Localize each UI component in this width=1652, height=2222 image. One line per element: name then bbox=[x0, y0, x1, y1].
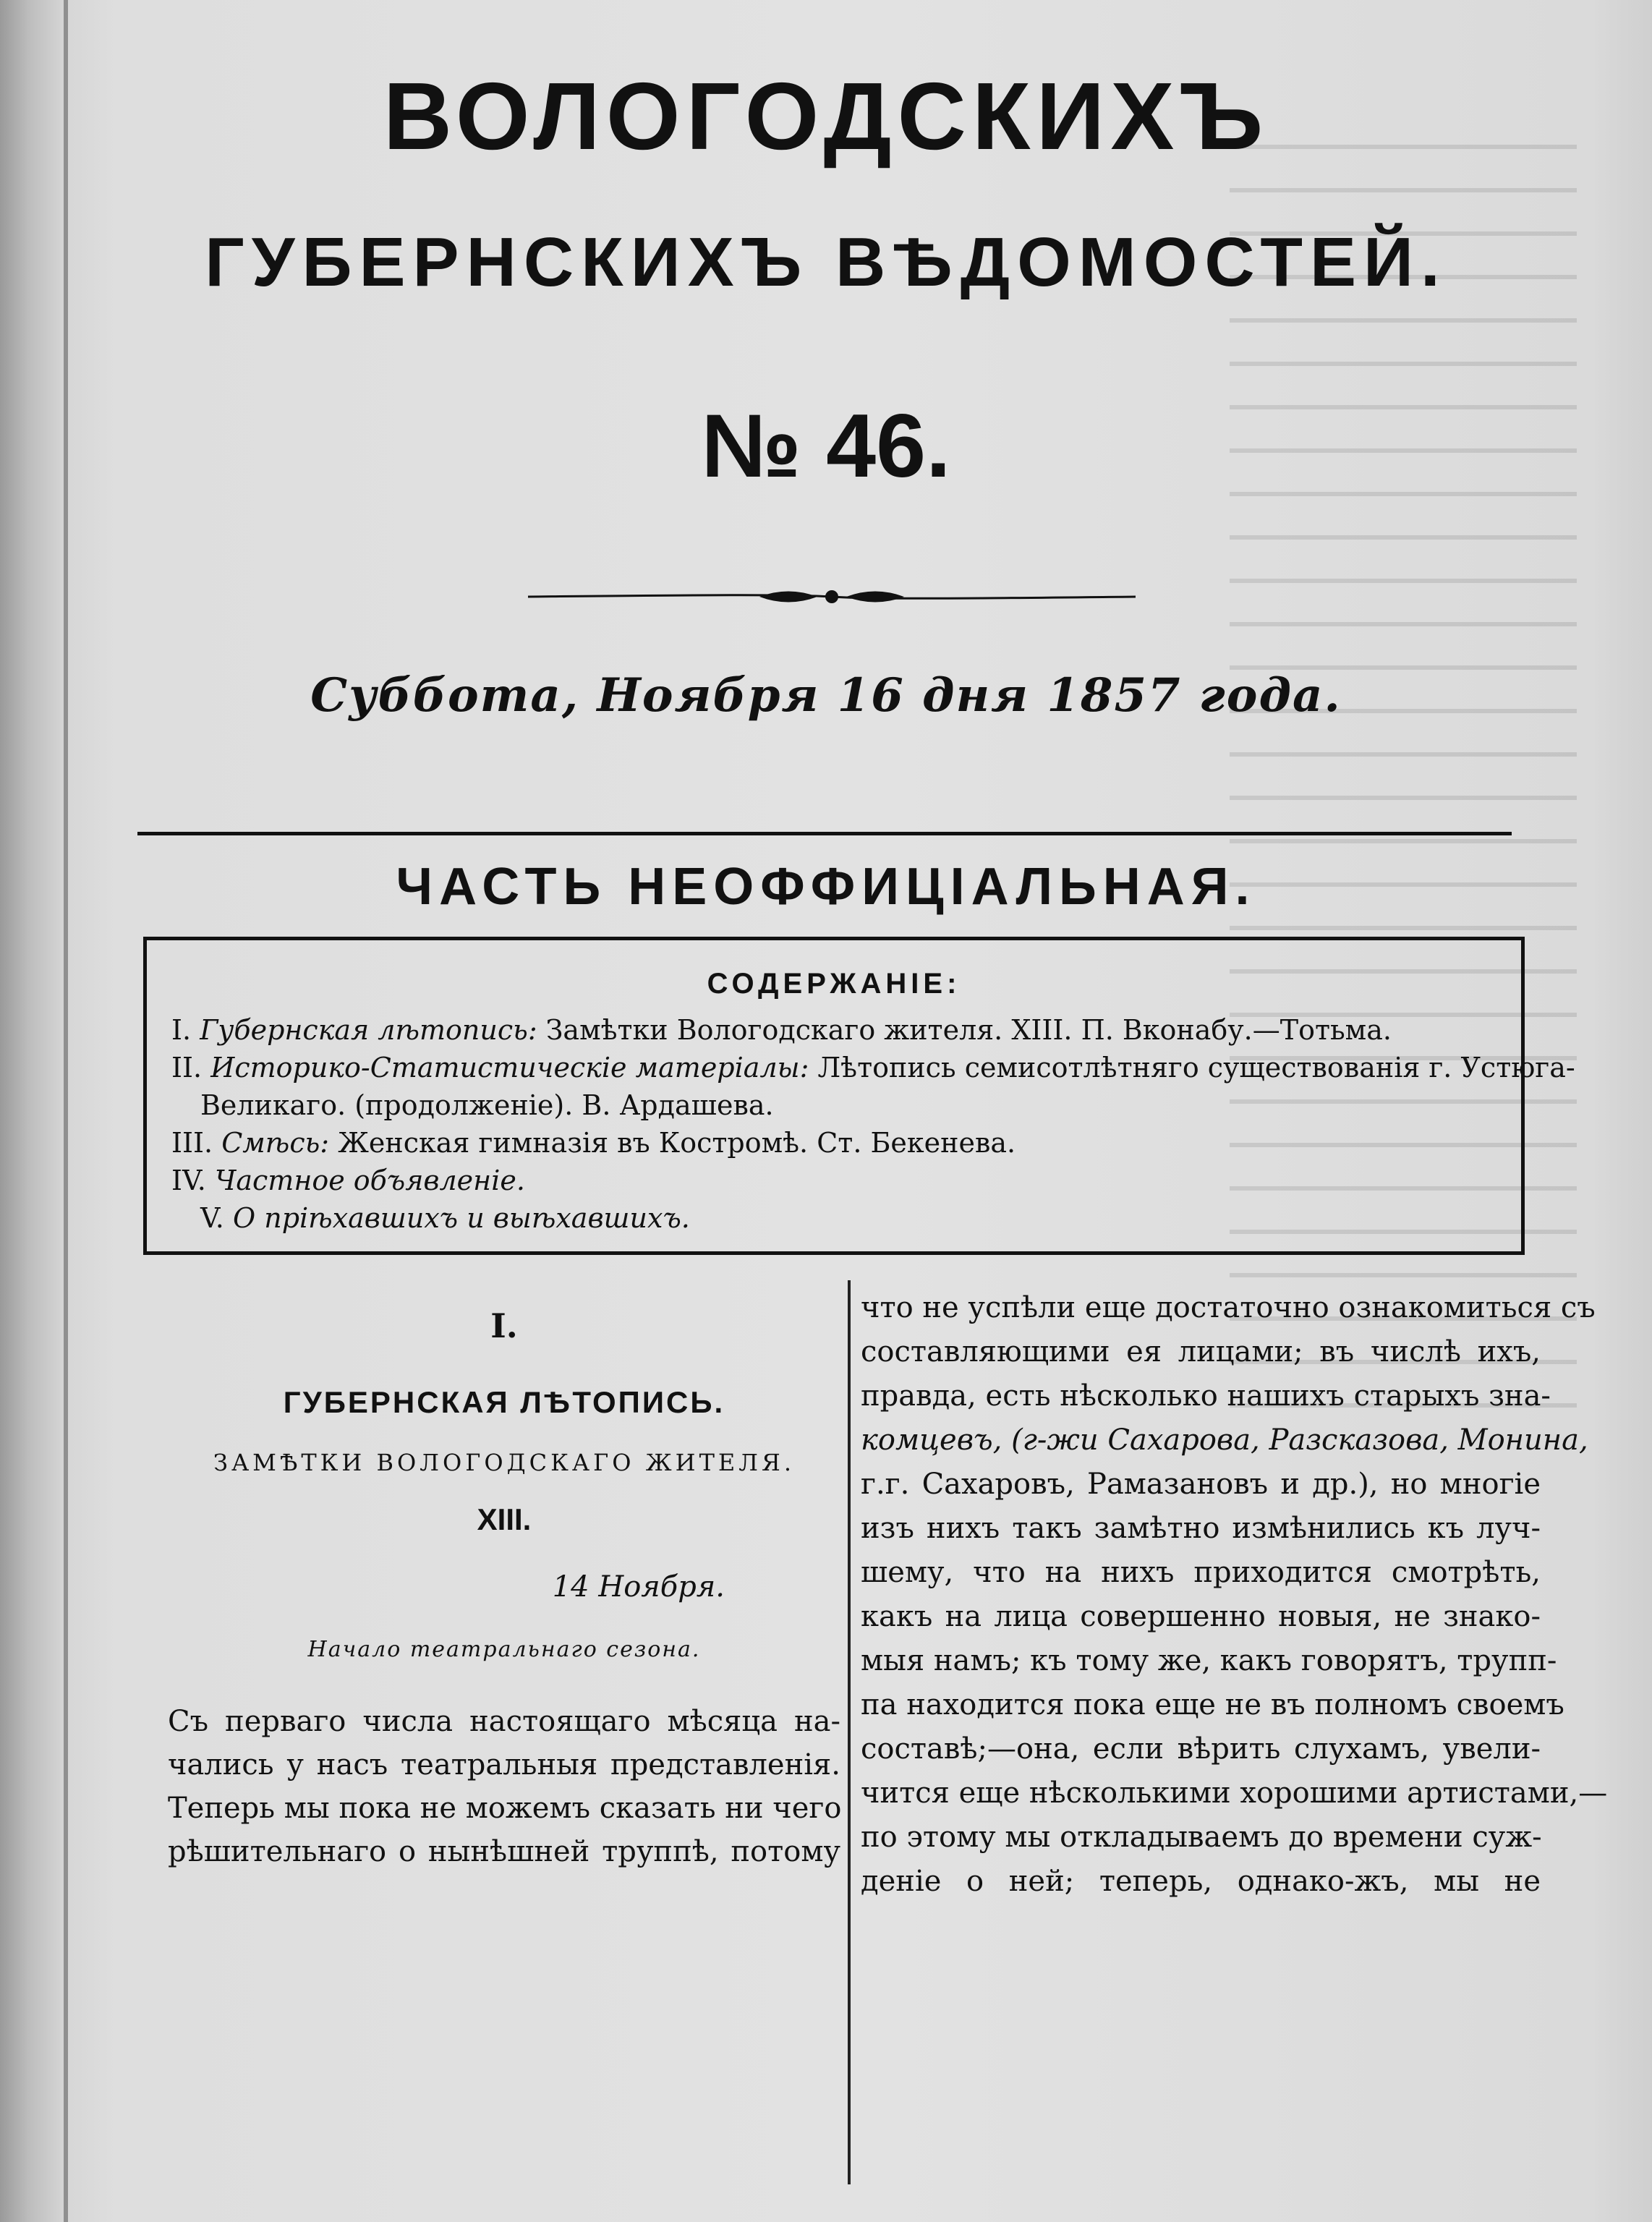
contents-item-number: I. bbox=[171, 1014, 192, 1046]
text-line: по этому мы откладываемъ до времени суж- bbox=[861, 1821, 1542, 1854]
contents-item-number: V. bbox=[200, 1202, 224, 1234]
text-line: чались у насъ театральныя представленія. bbox=[168, 1748, 840, 1782]
text-line: что не успѣли еще достаточно ознакомиться съ bbox=[861, 1291, 1596, 1324]
contents-item-text: Лѣтопись семисотлѣтняго существованія г. Устюга- bbox=[809, 1052, 1575, 1084]
contents-item-category: Историко-Статистическіе матеріалы: bbox=[210, 1052, 809, 1084]
contents-item-text: Великаго. (продолженіе). В. Ардашева. bbox=[200, 1089, 774, 1121]
article-date: 14 Ноября. bbox=[552, 1570, 725, 1604]
masthead-title-line2: ГУБЕРНСКИХЪ ВѢДОМОСТЕЙ. bbox=[205, 224, 1447, 301]
contents-item bbox=[171, 1011, 1502, 1049]
horizontal-rule bbox=[137, 832, 1512, 835]
article-subtitle: ЗАМѢТКИ ВОЛОГОДСКАГО ЖИТЕЛЯ. bbox=[213, 1449, 795, 1476]
text-line: составѣ;—она, если вѣрить слухамъ, увели- bbox=[861, 1732, 1541, 1766]
contents-item-continuation bbox=[171, 1086, 1502, 1124]
text-line: правда, есть нѣсколько нашихъ старыхъ зна- bbox=[861, 1379, 1551, 1413]
contents-item bbox=[171, 1124, 1502, 1162]
left-column bbox=[168, 1273, 840, 1873]
article-section-heading: Начало театральнаго сезона. bbox=[307, 1637, 701, 1662]
article-chapter: XIII. bbox=[477, 1502, 532, 1536]
contents-item bbox=[171, 1162, 1502, 1199]
column-divider bbox=[848, 1280, 851, 2184]
text-line: шему, что на нихъ приходится смотрѣть, bbox=[861, 1556, 1541, 1589]
text-line: Теперь мы пока не можемъ сказать ни чего bbox=[168, 1792, 842, 1825]
contents-item-number: III. bbox=[171, 1127, 213, 1159]
ornament-rule bbox=[528, 582, 1136, 611]
text-line: какъ на лица совершенно новыя, не знако- bbox=[861, 1600, 1541, 1633]
contents-item-number: IV. bbox=[171, 1165, 206, 1196]
contents-heading: СОДЕРЖАНІЕ: bbox=[707, 968, 961, 1000]
issue-date: Суббота, Ноября 16 дня 1857 года. bbox=[310, 668, 1342, 723]
article-body-right bbox=[861, 1286, 1608, 1904]
contents-item-text: Женская гимназія въ Костромѣ. Ст. Бекенева. bbox=[329, 1127, 1016, 1159]
text-line: составляющими ея лицами; въ числѣ ихъ, bbox=[861, 1335, 1541, 1368]
contents-item bbox=[171, 1049, 1575, 1086]
contents-item-category: Губернская лѣтопись: bbox=[200, 1014, 537, 1046]
text-line: Съ перваго числа настоящаго мѣсяца на- bbox=[168, 1705, 840, 1738]
contents-item-category: Частное объявленіе. bbox=[214, 1165, 525, 1196]
text-line: комцевъ, (г-жи Сахарова, Разсказова, Монина, bbox=[861, 1423, 1588, 1457]
text-line: г.г. Сахаровъ, Рамазановъ и др.), но многіе bbox=[861, 1468, 1541, 1501]
contents-item-category: О пріѣхавшихъ и выѣхавшихъ. bbox=[232, 1202, 690, 1234]
binding-spine bbox=[64, 0, 68, 2222]
section-title: ЧАСТЬ НЕОФФИЦІАЛЬНАЯ. bbox=[396, 858, 1256, 916]
right-column bbox=[861, 1273, 1608, 1904]
contents-item bbox=[171, 1199, 1502, 1237]
contents-box bbox=[143, 937, 1575, 1255]
article-body-left bbox=[168, 1700, 840, 1873]
text-line: рѣшительнаго о нынѣшней труппѣ, потому bbox=[168, 1835, 840, 1868]
text-line: деніе о ней; теперь, однако-жъ, мы не bbox=[861, 1865, 1541, 1898]
article-heading: ГУБЕРНСКАЯ ЛѢТОПИСЬ. bbox=[283, 1385, 725, 1419]
text-line: па находится пока еще не въ полномъ своемъ bbox=[861, 1688, 1564, 1721]
contents-item-number: II. bbox=[171, 1052, 203, 1084]
contents-item-text: Замѣтки Вологодскаго жителя. XIII. П. Вконабу.—Тотьма. bbox=[537, 1014, 1392, 1046]
text-line: мыя намъ; къ тому же, какъ говорятъ, трупп- bbox=[861, 1644, 1557, 1677]
article-roman-numeral: I. bbox=[490, 1306, 518, 1345]
masthead-title-line1: ВОЛОГОДСКИХЪ bbox=[383, 63, 1269, 169]
issue-number: № 46. bbox=[701, 396, 951, 496]
contents-item-category: Смѣсь: bbox=[221, 1127, 330, 1159]
text-line: чится еще нѣсколькими хорошими артистами,— bbox=[861, 1776, 1608, 1810]
text-line: изъ нихъ такъ замѣтно измѣнились къ луч- bbox=[861, 1512, 1541, 1545]
contents-list bbox=[171, 1011, 1575, 1237]
